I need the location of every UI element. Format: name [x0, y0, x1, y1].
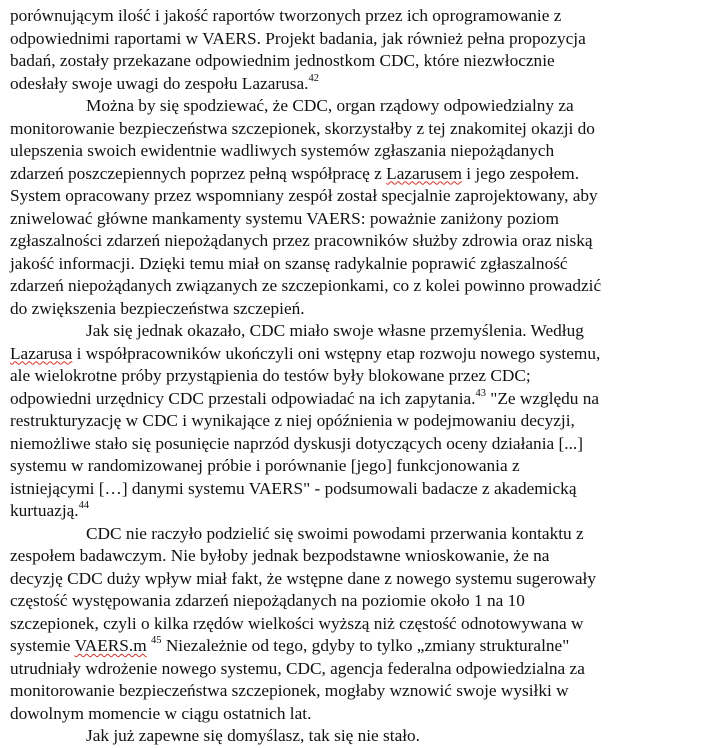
footnote-ref[interactable]: 44	[78, 500, 90, 512]
text-line: zespołem badawczym. Nie byłoby jednak bezpodstawne wnioskowanie, że na	[10, 546, 550, 565]
line-text: "Ze względu na	[485, 388, 600, 408]
text-line: niemożliwe stało się posunięcie naprzód dyskusji dotyczących oceny działania [...]	[10, 433, 583, 453]
text-line: systemu w randomizowanej próbie i porównanie [jego] funkcjonowania z	[10, 456, 520, 475]
text-line: częstość występowania zdarzeń niepożądanych na poziomie około 1 na 10	[10, 591, 525, 610]
text-line	[10, 73, 692, 96]
line-text: Niezależnie od tego, gdyby to tylko „zmiany strukturalne"	[161, 636, 570, 655]
text-line: porównującym ilość i jakość raportów tworzonych przez ich oprogramowanie z	[10, 6, 562, 25]
misspelled-word[interactable]: Lazarusa	[10, 343, 73, 363]
text-line	[10, 163, 692, 186]
line-text: odesłały swoje uwagi do zespołu Lazarusa.	[10, 73, 309, 93]
paragraph	[10, 725, 692, 748]
paragraph	[10, 5, 692, 95]
text-line: System opracowany przez wspomniany zespół został specjalnie zaprojektowany, aby	[10, 186, 598, 205]
footnote-ref[interactable]: 43	[475, 387, 486, 399]
text-line: restrukturyzację w CDC i wynikające z niej opóźnienia w podejmowaniu decyzji,	[10, 411, 575, 430]
text-line: do zwiększenia bezpieczeństwa szczepień.	[10, 298, 305, 318]
text-line: szczepionek, czyli o kilka rzędów wielkości wyższą niż częstość odnotowywana w	[10, 613, 584, 633]
paragraph	[10, 320, 692, 523]
text-line: ulepszenia swoich ewidentnie wadliwych systemów zgłaszania niepożądanych	[10, 141, 555, 160]
line-text: kurtuazją.	[10, 501, 79, 520]
footnote-ref[interactable]: 45	[151, 635, 162, 647]
text-line: monitorowanie bezpieczeństwa szczepionek, mogłaby wznowić swoje wysiłki w	[10, 681, 569, 700]
line-text: i współpracowników ukończyli oni wstępny etap rozwoju nowego systemu,	[72, 343, 601, 363]
line-text: odpowiedni urzędnicy CDC przestali odpowiadać na ich zapytania.	[10, 388, 476, 408]
text-line: decyzję CDC duży wpływ miał fakt, że wstępne dane z nowego systemu sugerowały	[10, 568, 596, 588]
text-line: jakość informacji. Dzięki temu miał on szansę radykalnie poprawić zgłaszalność	[10, 253, 568, 273]
text-line: ale wielokrotne próby przystąpienia do testów były blokowane przez CDC;	[10, 366, 531, 385]
footnote-ref[interactable]: 42	[308, 72, 319, 84]
text-line: Można by się spodziewać, że CDC, organ rządowy odpowiedzialny za	[86, 96, 574, 115]
text-line: dowolnym momencie w ciągu ostatnich lat.	[10, 703, 312, 723]
misspelled-word[interactable]: VAERS.m	[74, 636, 147, 655]
text-line: odpowiednimi raportami w VAERS. Projekt badania, jak również pełna propozycja	[10, 28, 586, 48]
text-line: badań, zostały przekazane odpowiednim jednostkom CDC, które niezwłocznie	[10, 51, 555, 70]
paragraph	[10, 95, 692, 320]
text-line	[10, 343, 692, 366]
line-text: zdarzeń poszczepiennych poprzez pełną współpracę z	[10, 163, 387, 183]
paragraph	[10, 523, 692, 726]
text-line: Jak już zapewne się domyślasz, tak się nie stało.	[86, 726, 421, 745]
misspelled-word[interactable]: Lazarusem	[386, 163, 462, 183]
text-line: zdarzeń niepożądanych związanych ze szczepionkami, co z kolei powinno prowadzić	[10, 276, 602, 295]
text-line: CDC nie raczyło podzielić się swoimi powodami przerwania kontaktu z	[86, 523, 584, 543]
line-text: i jego zespołem.	[461, 163, 580, 183]
text-line	[10, 388, 692, 411]
text-line	[10, 500, 692, 523]
text-line: zniwelować główne mankamenty systemu VAERS: poważnie zaniżony poziom	[10, 208, 559, 228]
line-text: systemie	[10, 636, 75, 655]
text-line: Jak się jednak okazało, CDC miało swoje własne przemyślenia. Według	[86, 321, 584, 340]
text-line: zgłaszalności zdarzeń niepożądanych przez pracowników służby zdrowia oraz niską	[10, 231, 593, 250]
text-line	[10, 635, 692, 658]
text-line: monitorowanie bezpieczeństwa szczepionek, skorzystałby z tej znakomitej okazji do	[10, 118, 595, 138]
text-line: istniejącymi […] danymi systemu VAERS" - podsumowali badacze z akademicką	[10, 478, 577, 498]
text-line: utrudniały wdrożenie nowego systemu, CDC, agencja federalna odpowiedzialna za	[10, 658, 585, 678]
